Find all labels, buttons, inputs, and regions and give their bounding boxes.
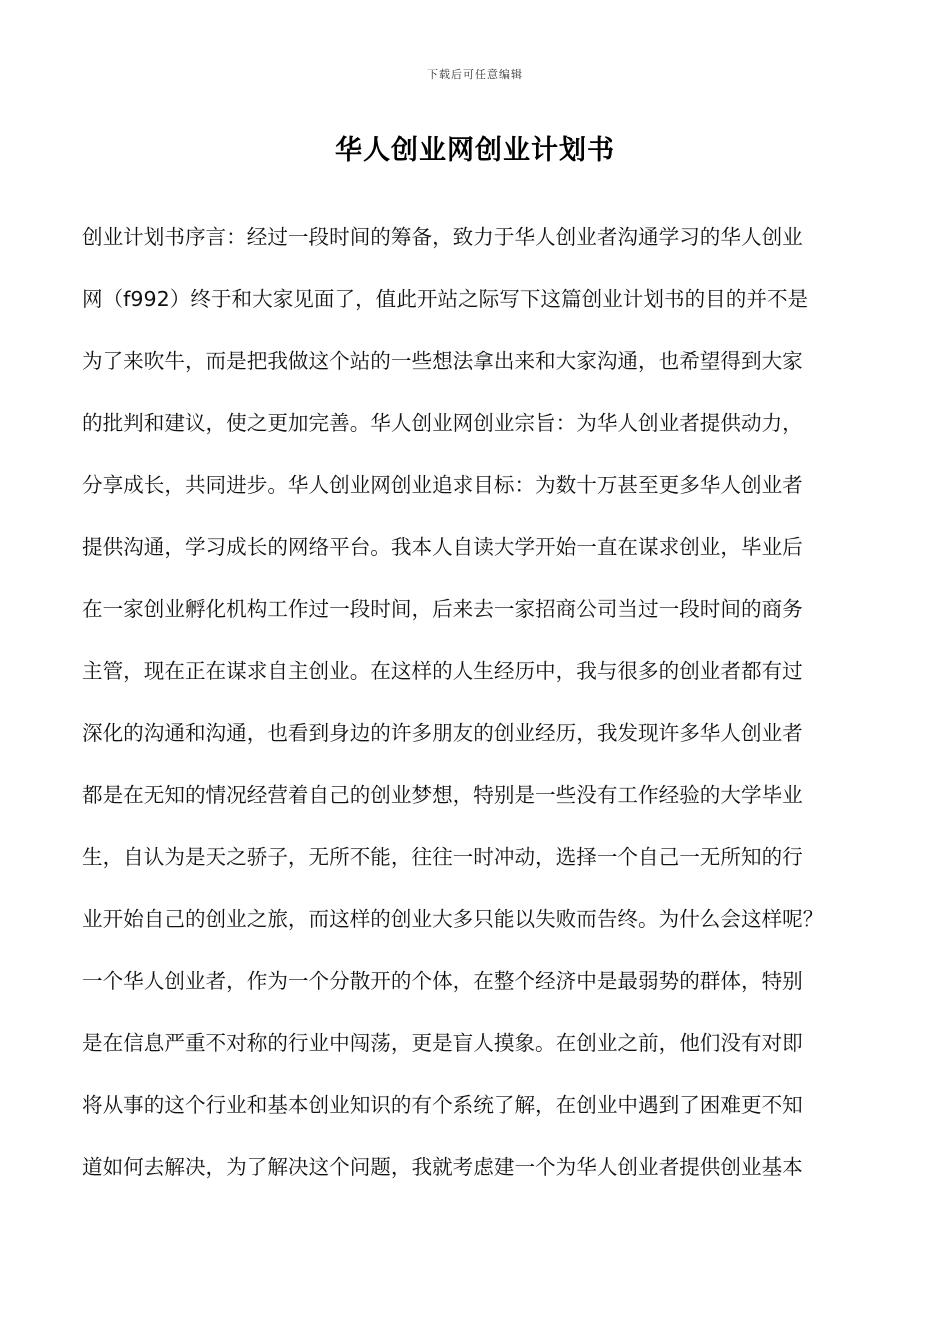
- text-line: 道如何去解决，为了解决这个问题，我就考虑建一个为华人创业者提供创业基本: [82, 1155, 803, 1179]
- header-note: 下载后可任意编辑: [427, 68, 523, 81]
- document-title: 华人创业网创业计划书: [335, 135, 615, 166]
- text-line: 主管，现在正在谋求自主创业。在这样的人生经历中，我与很多的创业者都有过: [82, 659, 803, 683]
- text-line: 一个华人创业者，作为一个分散开的个体，在整个经济中是最弱势的群体，特别: [82, 969, 803, 993]
- text-line: 将从事的这个行业和基本创业知识的有个系统了解，在创业中遇到了困难更不知: [82, 1093, 803, 1117]
- text-line: 深化的沟通和沟通，也看到身边的许多朋友的创业经历，我发现许多华人创业者: [82, 721, 803, 745]
- text-line: 业开始自己的创业之旅，而这样的创业大多只能以失败而告终。为什么会这样呢？: [82, 907, 824, 931]
- text-line: 为了来吹牛，而是把我做这个站的一些想法拿出来和大家沟通，也希望得到大家: [82, 349, 803, 373]
- text-line: 提供沟通，学习成长的网络平台。我本人自读大学开始一直在谋求创业，毕业后: [82, 535, 803, 559]
- text-line: 分享成长，共同进步。华人创业网创业追求目标：为数十万甚至更多华人创业者: [82, 473, 803, 497]
- text-line: 创业计划书序言：经过一段时间的筹备，致力于华人创业者沟通学习的华人创业: [82, 225, 803, 249]
- text-line: 的批判和建议，使之更加完善。华人创业网创业宗旨：为华人创业者提供动力，: [82, 411, 803, 435]
- text-line: 网（f992）终于和大家见面了，值此开站之际写下这篇创业计划书的目的并不是: [82, 287, 809, 311]
- text-line: 生，自认为是天之骄子，无所不能，往往一时冲动，选择一个自己一无所知的行: [82, 845, 803, 869]
- text-line: 都是在无知的情况经营着自己的创业梦想，特别是一些没有工作经验的大学毕业: [82, 783, 803, 807]
- text-line: 是在信息严重不对称的行业中闯荡，更是盲人摸象。在创业之前，他们没有对即: [82, 1031, 803, 1055]
- text-line: 在一家创业孵化机构工作过一段时间，后来去一家招商公司当过一段时间的商务: [82, 597, 803, 621]
